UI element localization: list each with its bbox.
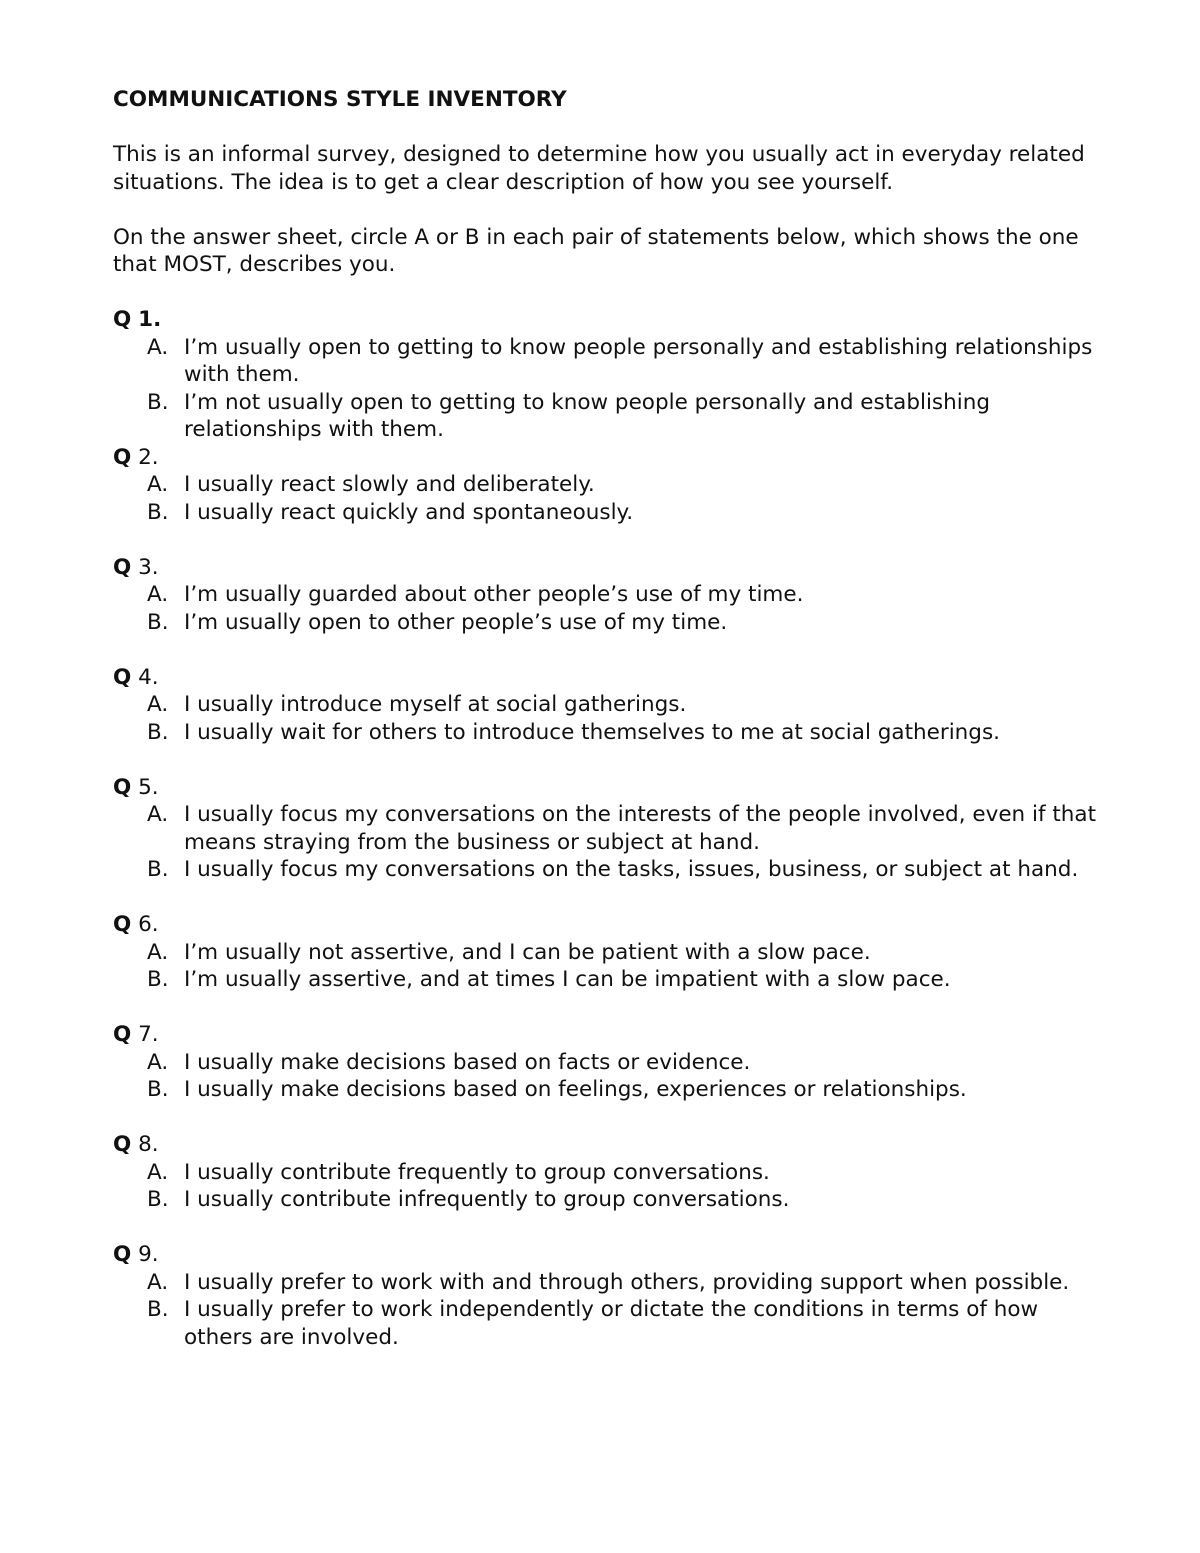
question-prefix: Q bbox=[113, 1132, 132, 1157]
option-text: I usually react quickly and spontaneously. bbox=[184, 499, 634, 525]
option-letter: B. bbox=[147, 1077, 169, 1102]
option-letter: A. bbox=[147, 582, 169, 607]
option-letter: B. bbox=[147, 609, 169, 635]
option-a bbox=[113, 471, 1103, 499]
option-text: I usually react slowly and deliberately. bbox=[184, 472, 595, 497]
question-number: 7. bbox=[138, 1022, 159, 1047]
question-heading bbox=[113, 554, 1103, 582]
question-7 bbox=[113, 1021, 1103, 1104]
question-number: 9. bbox=[138, 1242, 159, 1267]
option-text: I’m usually assertive, and at times I can be impatient with a slow pace. bbox=[184, 967, 951, 992]
question-5 bbox=[113, 774, 1103, 884]
question-prefix: Q bbox=[113, 1022, 132, 1047]
option-a bbox=[113, 1049, 1103, 1077]
question-heading bbox=[113, 774, 1103, 802]
option-a bbox=[113, 691, 1103, 719]
option-b bbox=[113, 719, 1103, 747]
option-text: I usually make decisions based on feelings, experiences or relationships. bbox=[184, 1077, 967, 1102]
question-heading bbox=[113, 911, 1103, 939]
option-text: I’m usually guarded about other people’s use of my time. bbox=[184, 582, 804, 607]
intro-paragraph: This is an informal survey, designed to determine how you usually act in everyday related situations. The idea is to get a clear description of how you see yourself. bbox=[113, 142, 1085, 195]
question-prefix: Q bbox=[113, 444, 132, 470]
option-letter: A. bbox=[147, 1269, 169, 1295]
option-letter: B. bbox=[147, 499, 169, 525]
option-b bbox=[113, 1186, 1103, 1214]
option-text: I’m usually open to other people’s use of my time. bbox=[184, 609, 728, 635]
question-prefix: Q bbox=[113, 912, 132, 937]
option-text: I usually prefer to work with and through others, providing support when possible. bbox=[184, 1269, 1070, 1295]
question-9 bbox=[113, 1241, 1103, 1351]
document-title: COMMUNICATIONS STYLE INVENTORY bbox=[113, 87, 567, 112]
question-number: 3. bbox=[138, 554, 159, 580]
option-text: I usually contribute frequently to group conversations. bbox=[184, 1159, 770, 1185]
option-letter: A. bbox=[147, 334, 169, 360]
option-letter: A. bbox=[147, 692, 169, 717]
option-text: I usually introduce myself at social gatherings. bbox=[184, 692, 687, 717]
question-prefix: Q bbox=[113, 1242, 132, 1267]
option-letter: A. bbox=[147, 1159, 169, 1185]
question-2 bbox=[113, 444, 1103, 527]
question-prefix: Q bbox=[113, 554, 132, 580]
instructions-paragraph: On the answer sheet, circle A or B in each pair of statements below, which shows the one that MOST, describes you. bbox=[113, 224, 1079, 277]
document-page bbox=[113, 86, 1103, 1351]
question-heading bbox=[113, 1241, 1103, 1269]
question-4 bbox=[113, 664, 1103, 747]
option-a bbox=[113, 581, 1103, 609]
option-text: I’m usually not assertive, and I can be patient with a slow pace. bbox=[184, 939, 871, 965]
option-letter: B. bbox=[147, 967, 169, 992]
question-3 bbox=[113, 554, 1103, 637]
option-letter: B. bbox=[147, 719, 169, 745]
question-heading bbox=[113, 1021, 1103, 1049]
question-heading bbox=[113, 444, 1103, 472]
option-text: I usually focus my conversations on the interests of the people involved, even if that means straying from the business or subject at hand. bbox=[184, 802, 1097, 855]
question-number: 5. bbox=[138, 774, 159, 800]
question-prefix: Q bbox=[113, 307, 132, 332]
question-heading bbox=[113, 664, 1103, 692]
question-number: 4. bbox=[138, 664, 159, 690]
option-text: I’m not usually open to getting to know people personally and establishing relationships with them. bbox=[184, 389, 990, 442]
question-heading bbox=[113, 1131, 1103, 1159]
option-letter: B. bbox=[147, 1187, 169, 1212]
option-a bbox=[113, 1159, 1103, 1187]
option-letter: A. bbox=[147, 1049, 169, 1075]
option-letter: A. bbox=[147, 802, 169, 827]
question-prefix: Q bbox=[113, 664, 132, 690]
question-number: 2. bbox=[138, 444, 159, 470]
option-letter: B. bbox=[147, 857, 169, 882]
option-a bbox=[113, 1269, 1103, 1297]
option-a bbox=[113, 939, 1103, 967]
option-text: I usually focus my conversations on the tasks, issues, business, or subject at hand. bbox=[184, 857, 1079, 882]
option-b bbox=[113, 966, 1103, 994]
question-1 bbox=[113, 306, 1103, 444]
question-heading bbox=[113, 306, 1103, 334]
question-number: 1. bbox=[138, 307, 162, 332]
option-letter: A. bbox=[147, 472, 169, 497]
option-a bbox=[113, 801, 1103, 856]
question-prefix: Q bbox=[113, 774, 132, 800]
option-text: I usually prefer to work independently or dictate the conditions in terms of how others are involved. bbox=[184, 1297, 1039, 1350]
option-b bbox=[113, 856, 1103, 884]
option-b bbox=[113, 389, 1103, 444]
option-text: I’m usually open to getting to know people personally and establishing relationships with them. bbox=[184, 334, 1093, 387]
option-letter: B. bbox=[147, 1297, 169, 1322]
option-b bbox=[113, 1076, 1103, 1104]
option-letter: A. bbox=[147, 939, 169, 965]
option-a bbox=[113, 334, 1103, 389]
option-b bbox=[113, 499, 1103, 527]
question-number: 8. bbox=[138, 1132, 159, 1157]
question-8 bbox=[113, 1131, 1103, 1214]
option-letter: B. bbox=[147, 389, 169, 415]
option-text: I usually make decisions based on facts or evidence. bbox=[184, 1049, 751, 1075]
question-number: 6. bbox=[138, 912, 159, 937]
question-6 bbox=[113, 911, 1103, 994]
option-text: I usually wait for others to introduce themselves to me at social gatherings. bbox=[184, 719, 1000, 745]
option-b bbox=[113, 1296, 1103, 1351]
option-b bbox=[113, 609, 1103, 637]
option-text: I usually contribute infrequently to group conversations. bbox=[184, 1187, 790, 1212]
